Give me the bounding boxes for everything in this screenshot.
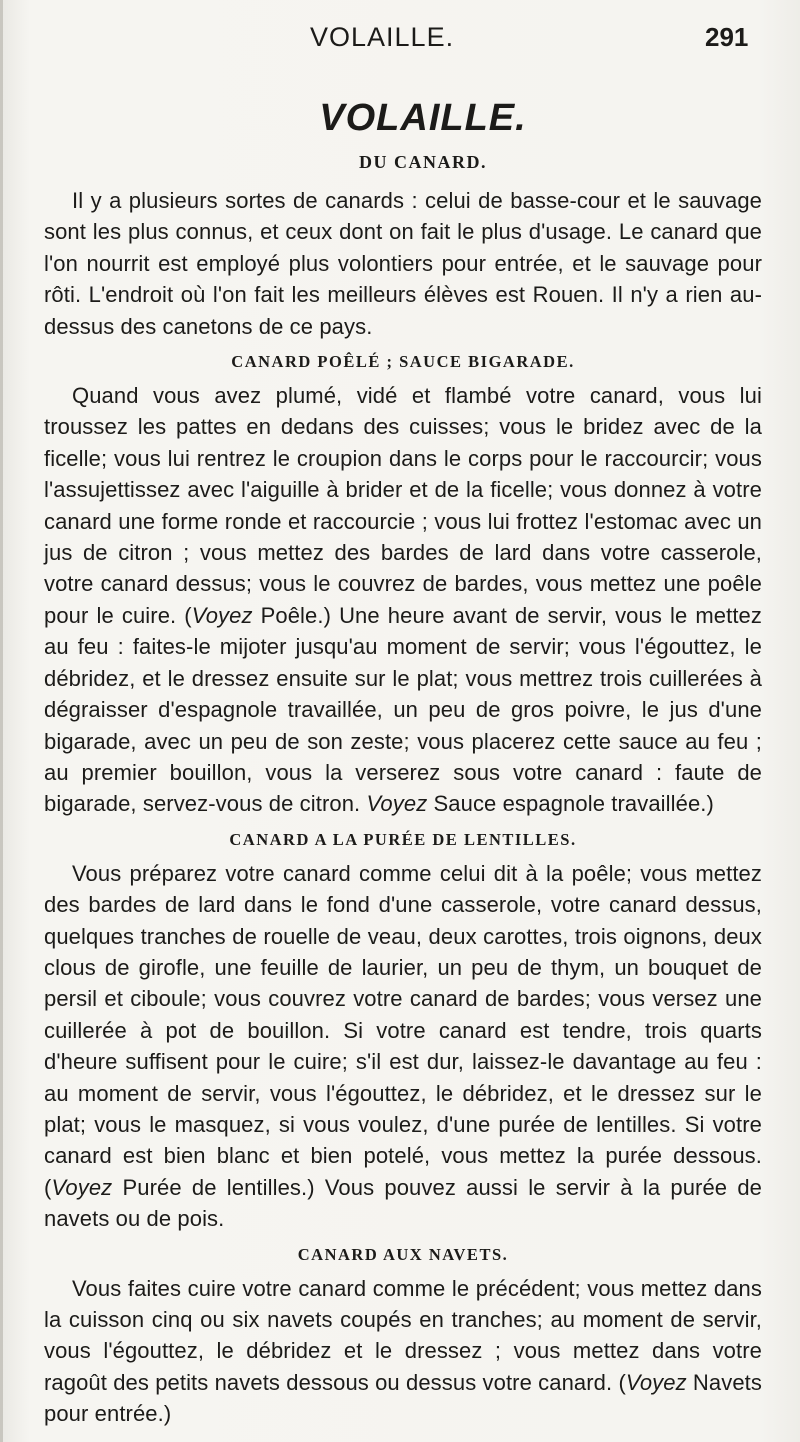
- cross-reference-target: Navets pour entrée.): [44, 1369, 762, 1427]
- cross-reference-voyez: Voyez: [625, 1369, 687, 1395]
- section-heading-canard-lentilles: CANARD A LA PURÉE DE LENTILLES.: [229, 829, 577, 849]
- page-gutter-edge: [0, 0, 3, 1442]
- recipe-text: Vous pouvez aussi le servir à la purée de navets ou de pois.: [44, 1174, 762, 1232]
- cross-reference-target: Purée de lentilles.): [112, 1174, 315, 1200]
- cross-reference-target: Poêle.): [252, 602, 332, 628]
- main-title: VOLAILLE.: [319, 97, 527, 139]
- page-body: [44, 95, 762, 1430]
- section-paragraph-canard-navets: [44, 1273, 762, 1430]
- section-paragraph-canard-poele: [44, 380, 762, 820]
- cross-reference-target: Sauce espagnole travaillée.): [427, 791, 714, 817]
- cross-reference-voyez: Voyez: [51, 1174, 113, 1200]
- section-paragraph-canard-lentilles: [44, 858, 762, 1235]
- intro-paragraph: Il y a plusieurs sortes de canards : celui de basse-cour et le sauvage sont les plus connus, et ceux dont on fait le plus d'usage. Le canard que l'on nourrit est employé plus volontiers pour entrée, et le sauvage pour rôti. L'endroit où l'on fait les meilleurs élèves est Rouen. Il n'y a rien au-dessus des canetons de ce pays.: [44, 188, 762, 339]
- section-heading-canard-navets: CANARD AUX NAVETS.: [297, 1244, 509, 1264]
- recipe-text: Une heure avant de servir, vous le mettez au feu : faites-le mijoter jusqu'au moment de servir; vous l'égouttez, le débridez, et le dressez ensuite sur le plat; vous mettrez trois cuillerées à dégraisser d'espagnole travaillée, un peu de gros poivre, le jus d'une bigarade, avec un peu de son zeste; vous placerez cette sauce au feu ; au premier bouillon, vous la verserez sous votre canard : faute de bigarade, servez-vous de citron.: [44, 602, 762, 817]
- recipe-text: Quand vous avez plumé, vidé et flambé votre canard, vous lui troussez les pattes en dedans des cuisses; vous le bridez avec de la ficelle; vous lui rentrez le croupion dans le corps pour le raccourcir; vous l'assujettissez avec l'aiguille à brider et de la ficelle; vous donnez à votre canard une forme ronde et raccourcie ; vous lui frottez l'estomac avec un jus de citron ; vous mettez des bardes de lard dans votre casserole, votre canard dessus; vous le couvrez de bardes, vous mettez une poêle pour le cuire. (: [44, 383, 762, 628]
- chapter-heading: DU CANARD.: [359, 152, 487, 172]
- cross-reference-voyez: Voyez: [366, 791, 428, 817]
- page-number: 291: [705, 22, 749, 52]
- recipe-text: Vous faites cuire votre canard comme le précédent; vous mettez dans la cuisson cinq ou six navets coupés en tranches; au moment de servir, vous l'égouttez, le débridez et le dressez ; vous mettez dans votre ragoût des petits navets dessous ou dessus votre canard. (: [44, 1275, 762, 1395]
- running-head-title: VOLAILLE.: [310, 22, 455, 52]
- section-heading-canard-poele: CANARD POÊLÉ ; SAUCE BIGARADE.: [231, 352, 575, 372]
- running-head: [0, 22, 800, 62]
- recipe-text: Vous préparez votre canard comme celui dit à la poêle; vous mettez des bardes de lard dans le fond d'une casserole, votre canard dessus, quelques tranches de rouelle de veau, deux carottes, trois oignons, deux clous de girofle, une feuille de laurier, un peu de thym, un bouquet de persil et ciboule; vous couvrez votre canard de bardes; vous versez une cuillerée à pot de bouillon. Si votre canard est tendre, trois quarts d'heure suffisent pour le cuire; s'il est dur, laissez-le davantage au feu : au moment de servir, vous l'égouttez, le débridez, et le dressez sur le plat; vous le masquez, si vous voulez, d'une purée de lentilles. Si votre canard est bien blanc et bien potelé, vous mettez la purée dessous. (: [44, 860, 762, 1200]
- cross-reference-voyez: Voyez: [191, 602, 253, 628]
